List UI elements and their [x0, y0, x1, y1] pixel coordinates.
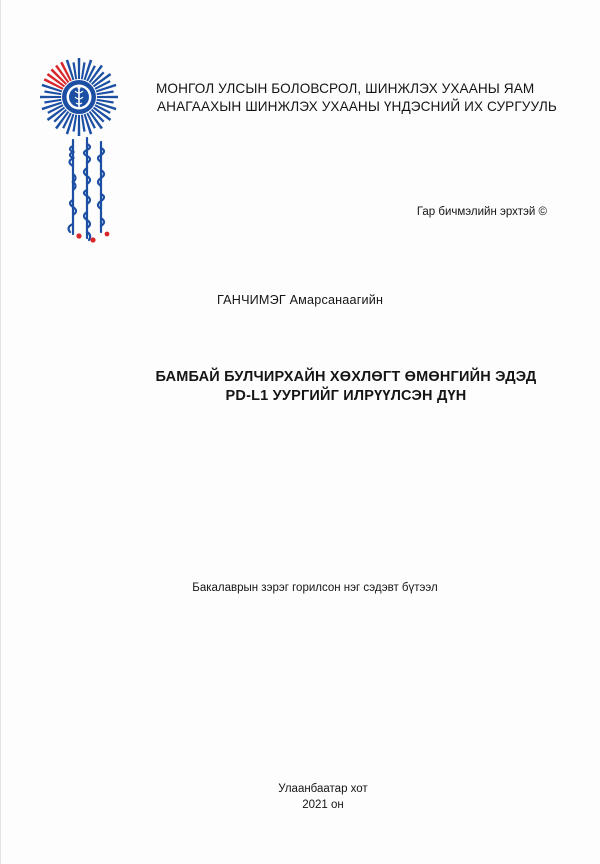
degree-statement: Бакалаврын зэрэг горилсон нэг сэдэвт бүтээл — [192, 582, 438, 594]
ministry-name: МОНГОЛ УЛСЫН БОЛОВСРОЛ, ШИНЖЛЭХ УХААНЫ ЯАМ — [156, 81, 535, 96]
emblem-ray — [78, 115, 81, 136]
mongolian-script-icon — [59, 136, 115, 244]
thesis-title — [101, 368, 591, 406]
year: 2021 он — [302, 799, 344, 811]
copyright-notice: Гар бичмэлийн эрхтэй © — [416, 206, 547, 218]
institution-header — [156, 80, 586, 116]
title-line-2: PD-L1 УУРГИЙГ ИЛРҮҮЛСЭН ДҮН — [225, 388, 467, 404]
emblem-ray — [78, 58, 81, 79]
city: Улаанбаатар хот — [278, 783, 368, 795]
title-line-1: БАМБАЙ БУЛЧИРХАЙН ХӨХЛӨГТ ӨМӨНГИЙН ЭДЭД — [155, 369, 537, 385]
university-name: АНАГААХЫН ШИНЖЛЭХ УХААНЫ ҮНДЭСНИЙ ИХ СУРГУУЛЬ — [157, 99, 557, 114]
emblem-ray — [40, 96, 61, 99]
place-and-year — [1, 781, 600, 813]
university-emblem-icon — [39, 57, 119, 137]
emblem-ray — [97, 96, 118, 99]
author-name: ГАНЧИМЭГ Амарсанаагийн — [217, 293, 384, 307]
